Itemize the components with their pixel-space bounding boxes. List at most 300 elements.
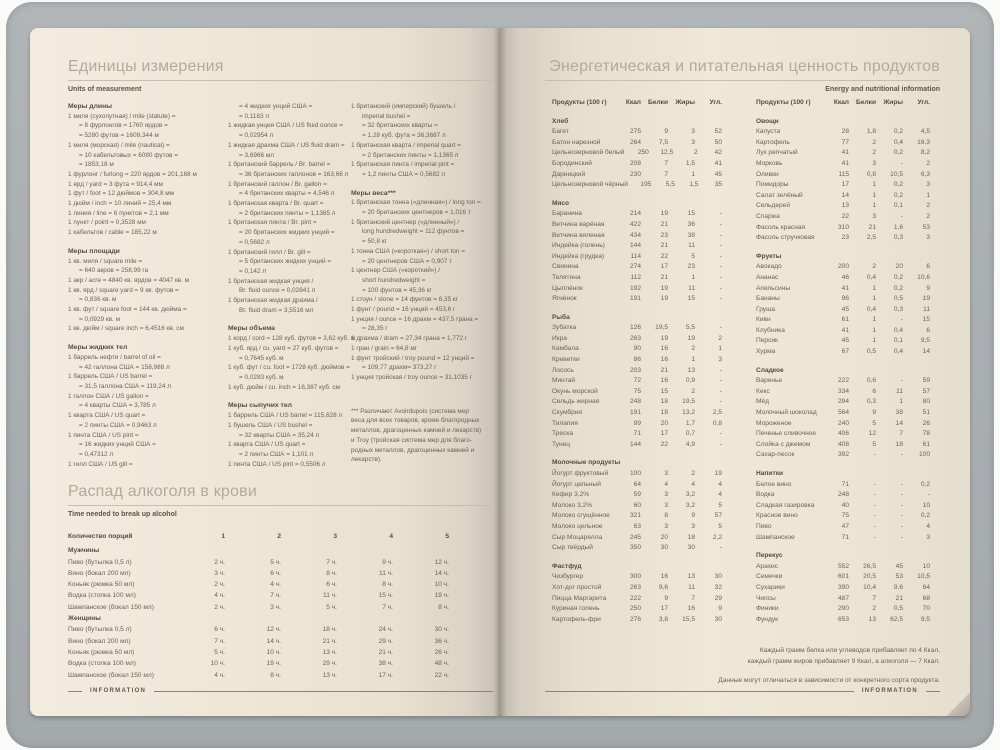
cell-value: 2 [691, 345, 695, 353]
table-row [552, 170, 722, 181]
table-row [552, 127, 722, 138]
table-row [756, 594, 930, 605]
measure-line: = 2 британских пинты = 1,1365 л [239, 209, 336, 217]
cell-value: 9 ч. [382, 558, 393, 566]
table-row [552, 138, 722, 149]
row-label: Пиво (бутылка 0,5 л) [68, 626, 132, 634]
cell-value: 1,8 [866, 128, 876, 136]
cell-value: 2 [872, 605, 876, 613]
cell-value: 67 [841, 348, 849, 356]
measure-line: *** Различают Avoirdupois (система мер [351, 407, 469, 415]
table-row [552, 490, 722, 501]
cell-value: 4 ч. [214, 592, 225, 600]
right-page-header [545, 58, 940, 93]
table-header [552, 98, 722, 109]
row-label: Цельнозерновой чёрный [552, 181, 628, 189]
row-label: Спаржа [756, 212, 780, 220]
table-row [552, 543, 722, 554]
cell-value: 263 [629, 334, 641, 342]
table-row [68, 590, 493, 601]
cell-value: 1 [899, 398, 903, 406]
cell-value: 564 [837, 409, 849, 417]
row-label: Ветчина вяленая [552, 231, 605, 239]
cell-value: 13 ч. [322, 648, 337, 656]
measure-line: = 0,142 л [239, 267, 267, 275]
page-subtitle: Energy and nutritional information [825, 86, 940, 93]
cell-value: 14 [895, 419, 903, 427]
row-label: Картофель [756, 138, 790, 146]
row-label: Бананы [756, 295, 780, 303]
cell-value: 10,6 [917, 273, 930, 281]
cell-value: 3 [333, 533, 337, 540]
measure-line: 1 британская жидкая унция / [228, 277, 314, 285]
table-row [756, 387, 930, 398]
cell-value: - [900, 159, 903, 167]
table-row [756, 138, 930, 149]
cell-value: 6 ч. [214, 626, 225, 634]
cell-value: 30 [660, 544, 668, 552]
units-column [228, 102, 356, 478]
row-label: Хурма [756, 348, 776, 356]
cell-value: 250 [637, 149, 649, 157]
cell-value: 20,5 [863, 573, 876, 581]
measure-line: = 109,77 драхм= 373,27 г [362, 364, 437, 372]
table-row [756, 440, 930, 451]
table-row [756, 262, 930, 273]
cell-value: 1 [691, 356, 695, 364]
cell-value: 5 [718, 501, 722, 509]
cell-value: 16,3 [917, 138, 930, 146]
cell-value: 10 [922, 501, 930, 509]
cell-value: 0,2 [893, 191, 903, 199]
cell-value: 3 [691, 138, 695, 146]
cell-value: - [873, 501, 876, 509]
alcohol-subtitle: Time needed to break up alcohol [68, 511, 177, 518]
cell-value: 21 ч. [322, 637, 337, 645]
page-curl [946, 692, 970, 716]
table-row [552, 273, 722, 284]
cell-value: 16 [660, 377, 668, 385]
measure-line: 1 миля (сухопутная) / mile (statute) = [68, 112, 176, 120]
table-row [756, 501, 930, 512]
cell-value: 10,5 [890, 170, 903, 178]
cell-value: 1 [691, 273, 695, 281]
cell-value: 1,6 [893, 223, 903, 231]
cell-value: 601 [837, 573, 849, 581]
cell-value: 5 [691, 252, 695, 260]
footer-line [68, 691, 82, 692]
row-label: Креветки [552, 356, 580, 364]
table-row [756, 408, 930, 419]
cell-value: 59 [922, 377, 930, 385]
page-subtitle: Units of measurement [68, 86, 142, 93]
cell-value: 100 [918, 451, 930, 459]
row-label: Чизбургер [552, 573, 584, 581]
cell-value: 47 [841, 522, 849, 530]
cell-value: 30 ч. [434, 626, 449, 634]
cell-value: - [900, 491, 903, 499]
cell-value: - [719, 273, 722, 281]
cell-value: 0,2 [893, 181, 903, 189]
cell-value: - [900, 480, 903, 488]
cell-value: 434 [629, 231, 641, 239]
cell-value: 60 [633, 501, 641, 509]
measure-line: = 2 британских пинты = 1,1365 л [362, 151, 459, 159]
cell-value: 3 [664, 491, 668, 499]
cell-value: 13,2 [682, 409, 695, 417]
cell-value: - [719, 398, 722, 406]
measure-line: = 2 пинты США = 1,101 л [239, 450, 314, 458]
cell-value: 0,2 [893, 273, 903, 281]
nutrition-table-left [552, 98, 722, 625]
cell-value: 20 [660, 419, 668, 427]
cell-value: 16 [687, 605, 695, 613]
alcohol-title: Распад алкоголя в крови [68, 483, 257, 500]
measure-line: = 5 британских жидких унций = [239, 258, 332, 266]
cell-value: 408 [837, 440, 849, 448]
cell-value: - [719, 210, 722, 218]
row-label: Киви [756, 316, 771, 324]
cell-value: 0,1 [893, 202, 903, 210]
cell-value: 3,2 [685, 491, 695, 499]
cell-value: 10 [922, 562, 930, 570]
table-row [552, 284, 722, 295]
cell-value: 19 [660, 334, 668, 342]
cell-value: 80 [922, 398, 930, 406]
cell-value: 7 [899, 430, 903, 438]
cell-value: 75 [633, 387, 641, 395]
measure-line: = 1853,18 м [79, 161, 114, 169]
cell-value: 7 ч. [326, 558, 337, 566]
row-label: Индейка (голень) [552, 242, 605, 250]
row-label: Мороженое [756, 419, 792, 427]
cell-value: 17 [660, 605, 668, 613]
cell-value: 70 [922, 605, 930, 613]
cell-value: 17 ч. [378, 671, 393, 679]
measure-line: = 5280 футов = 1609,344 м [79, 132, 159, 140]
cell-value: 1 [872, 295, 876, 303]
table-row [552, 252, 722, 263]
cell-value: - [900, 522, 903, 530]
cell-value: 4,9 [685, 440, 695, 448]
section-heading: Фрукты [756, 252, 782, 260]
cell-value: 3 ч. [270, 603, 281, 611]
cell-value: 195 [640, 181, 652, 189]
measure-line: 1 унция тройская / troy ounce = 31,1035 г [351, 373, 472, 381]
cell-value: 19,5 [655, 324, 668, 332]
alcohol-table [68, 531, 493, 681]
measure-line: 1 баррель США / US barrel = 115,628 л [228, 412, 343, 420]
measure-line: Br. fluid ounce = 0,02841 л [239, 287, 316, 295]
table-row [756, 419, 930, 430]
row-label: Финики [756, 605, 779, 613]
units-heading: Меры веса*** [351, 189, 396, 197]
cell-value: 21 [868, 223, 876, 231]
notebook-spread [30, 28, 970, 716]
cell-value: 3 [664, 470, 668, 477]
measure-line: 1 британский баррель / Br. barrel = [228, 161, 331, 169]
table-row [756, 294, 930, 305]
measure-line: 1 кварта США / US quart = [68, 412, 146, 420]
cell-value: 5 [872, 440, 876, 448]
table-row [552, 159, 722, 170]
cell-value: 264 [629, 138, 641, 146]
cell-value: 203 [629, 366, 641, 374]
cell-value: 15 [687, 295, 695, 303]
cell-value: 7 ч. [382, 603, 393, 611]
cell-value: 14 ч. [434, 569, 449, 577]
cell-value: 45 [895, 562, 903, 570]
table-row [756, 615, 930, 626]
table-row [756, 159, 930, 170]
cell-value: 10 ч. [434, 581, 449, 589]
row-label: Вино (бокал 200 мл) [68, 569, 131, 577]
note-line: Каждый грамм белка или углеводов прибавляет по 4 Ккал, [759, 647, 940, 654]
measure-line: 1 жидкая унция США / US fluid ounce = [228, 122, 343, 130]
cell-value: 1,5 [689, 181, 699, 189]
row-label: Варенье [756, 377, 783, 385]
measure-line: 1 пункт / point = 0,3528 мм [68, 219, 146, 227]
cell-value: 2 [926, 212, 930, 220]
table-row [756, 533, 930, 544]
cell-value: 29 ч. [378, 637, 393, 645]
table-row [552, 522, 722, 533]
units-block [351, 102, 496, 180]
measure-line: = 8 фурлонгов = 1760 ярдов = [79, 122, 168, 130]
cell-value: 29 ч. [322, 660, 337, 668]
cell-value: 245 [629, 533, 641, 541]
table-row [756, 180, 930, 191]
cell-value: - [719, 440, 722, 448]
cell-value: 19,5 [682, 398, 695, 406]
cell-value: 53 [922, 223, 930, 231]
cell-value: 62,5 [890, 615, 903, 623]
table-row [552, 323, 722, 334]
row-label: Сухарики [756, 583, 785, 591]
cell-value: 0,5 [866, 348, 876, 356]
row-label: Картофель-фри [552, 615, 601, 623]
cell-value: 30 [714, 573, 722, 581]
cell-value: 126 [629, 324, 641, 332]
row-label: Бородинский [552, 159, 592, 167]
cell-value: 9 [664, 128, 668, 136]
measure-line: 1 ярд / yard = 3 фута = 914,4 мм [68, 180, 163, 188]
cell-value: - [900, 377, 903, 385]
cell-value: - [873, 522, 876, 530]
table-row [552, 148, 722, 159]
measure-line: 1 британский центнер («длинный») / [351, 218, 460, 226]
cell-value: 112 [630, 273, 641, 281]
row-label: Тунец [552, 440, 571, 448]
cell-value: 61 [922, 440, 930, 448]
cell-value: 20 [895, 263, 903, 271]
cell-value: 275 [629, 128, 641, 136]
cell-value: 23 [841, 234, 849, 242]
cell-value: 4 ч. [214, 671, 225, 679]
measure-line: = 0,0283 куб. м [239, 373, 284, 381]
section-heading: Рыба [552, 313, 570, 321]
cell-value: 6 [926, 326, 930, 334]
cell-value: 19 [922, 295, 930, 303]
measure-line: = 0,836 кв. м [79, 296, 117, 304]
row-label: Багет [552, 128, 569, 136]
cell-value: 406 [837, 430, 849, 438]
cell-value: - [719, 366, 722, 374]
table-row [552, 583, 722, 594]
row-label: Молочный шоколад [756, 409, 817, 417]
cell-value: 71 [841, 480, 849, 488]
row-label: Пиво [756, 522, 772, 530]
cell-value: 0,2 [893, 284, 903, 292]
row-label: Шампанское (бокал 150 мл) [68, 671, 154, 679]
alcohol-section [68, 483, 493, 681]
cell-value: 200 [837, 263, 849, 271]
cell-value: 4 [926, 522, 930, 530]
cell-value: 8 ч. [382, 581, 393, 589]
cell-value: 75 [841, 512, 849, 520]
section-heading: Сладкое [756, 366, 784, 374]
cell-value: 64 [922, 583, 930, 591]
measure-line: 1 британская тонна («длинная») / long ton = [351, 199, 481, 207]
cell-value: 1 [872, 181, 876, 189]
units-heading: Меры сыпучих тел [228, 402, 292, 410]
row-label: Коньяк (рюмка 50 мл) [68, 581, 135, 589]
cell-value: 9 [872, 409, 876, 417]
cell-value: 86 [633, 356, 641, 364]
cell-value: - [900, 212, 903, 220]
cell-value: 1 [221, 533, 225, 540]
cell-value: 19 [660, 210, 668, 218]
cell-value: 552 [837, 562, 849, 570]
cell-value: 17 [841, 181, 849, 189]
cell-value: 14 ч. [266, 637, 281, 645]
left-page-footer [68, 688, 493, 694]
cell-value: 9 [926, 284, 930, 292]
units-columns [68, 102, 496, 478]
measure-line: 1 куб. дюйм / cu. inch = 16,387 куб. см [228, 383, 341, 391]
measure-line: 1 британский галлон / Br. gallon = [228, 180, 327, 188]
cell-value: 2 [718, 334, 722, 342]
measure-line: 1 кв. миля / square mile = [68, 257, 143, 265]
cell-value: 0,2 [920, 512, 930, 520]
table-row [756, 148, 930, 159]
cell-value: 12 ч. [434, 558, 449, 566]
table-row [552, 469, 722, 480]
row-label: Сыр Моцарелла [552, 533, 603, 541]
cell-value: 13 ч. [322, 671, 337, 679]
cell-value: 1,5 [685, 159, 695, 167]
row-label: Количество порций [68, 533, 133, 540]
row-label: Треска [552, 430, 573, 438]
cell-value: 53 [895, 573, 903, 581]
cell-value: 250 [629, 605, 641, 613]
cell-value: 9 [664, 594, 668, 602]
cell-value: 1 [872, 191, 876, 199]
cell-value: 653 [837, 615, 849, 623]
table-row [756, 212, 930, 223]
measure-line: = 0,47312 л [79, 450, 114, 458]
measure-line: = 20 центнеров США = 0,907 т [362, 257, 453, 265]
row-label: Сельдерей [756, 202, 791, 210]
row-label: Свинина [552, 263, 579, 271]
cell-value: 4 [718, 491, 722, 499]
measure-line: = 10 кабельтовых = 6080 футов = [79, 151, 178, 159]
units-block [351, 189, 496, 383]
measure-line: = 4 жидких унций США = [239, 103, 313, 110]
table-row [68, 658, 493, 669]
cell-value: 11 [688, 284, 695, 292]
cell-value: 5 [872, 419, 876, 427]
cell-value: 2 [872, 138, 876, 146]
measure-line: 1 баррель нефти / barrel of oil = [68, 353, 161, 361]
table-row [552, 180, 722, 191]
cell-value: 68 [922, 594, 930, 602]
cell-value: 3,2 [685, 501, 695, 509]
cell-value: 8 ч. [438, 603, 449, 611]
row-label: Пицца Маргарита [552, 594, 607, 602]
cell-value: 11 ч. [379, 569, 393, 577]
row-label: Сладкая газировка [756, 501, 815, 509]
cell-value: 3 [691, 522, 695, 530]
cell-value: 248 [629, 398, 641, 406]
group-label: Женщины [68, 615, 101, 623]
measure-line: 1 баррель США / US barrel = [68, 373, 153, 381]
cell-value: 100 [629, 470, 641, 477]
measure-line: 1 драхма / dram = 27,34 грана = 1,772 г [351, 335, 468, 343]
cell-value: - [900, 316, 903, 324]
measure-line: = 640 акров = 258,99 га [79, 267, 149, 275]
cell-value: 6 [926, 263, 930, 271]
cell-value: - [719, 231, 722, 239]
cell-value: Угл. [709, 99, 722, 106]
table-row [552, 501, 722, 512]
measure-line: 1 фунт тройский / troy pound = 12 унций = [351, 354, 475, 362]
measure-line: = 36 британских галлонов = 163,66 л [239, 170, 349, 178]
table-row [756, 326, 930, 337]
measure-line: 1 фурлонг / furlong = 220 ярдов = 201,168 м [68, 170, 197, 178]
measure-line: 1 гилл США / US gill = [68, 460, 133, 468]
cell-value: 9,6 [893, 583, 903, 591]
cell-value: 144 [629, 440, 641, 448]
cell-value: 6 [872, 387, 876, 395]
cell-value: - [873, 451, 876, 459]
measure-line: short hundredweight = [362, 276, 426, 284]
table-row [756, 511, 930, 522]
cell-value: 51 [922, 409, 930, 417]
cell-value: 0,8 [866, 170, 876, 178]
cell-value: 36 [687, 220, 695, 228]
cell-value: 0,7 [685, 430, 695, 438]
row-label: Помидоры [756, 181, 789, 189]
table-row [68, 568, 493, 579]
cell-value: 41 [841, 159, 849, 167]
cell-value: 10 ч. [210, 660, 225, 668]
units-column [68, 102, 217, 478]
units-block [68, 102, 217, 238]
cell-value: 3 ч. [214, 569, 225, 577]
cell-value: - [719, 430, 722, 438]
cell-value: 4 ч. [270, 581, 281, 589]
row-label: Ветчина варёная [552, 220, 605, 228]
units-heading: Меры объема [228, 325, 275, 333]
cell-value: 20 [660, 533, 668, 541]
cell-value: 61 [841, 316, 849, 324]
cell-value: 38 [895, 409, 903, 417]
row-label: Молоко 3,2% [552, 501, 593, 509]
row-label: Авокадо [756, 263, 782, 271]
cell-value: 21 ч. [378, 648, 393, 656]
cell-value: 11 [896, 387, 903, 395]
